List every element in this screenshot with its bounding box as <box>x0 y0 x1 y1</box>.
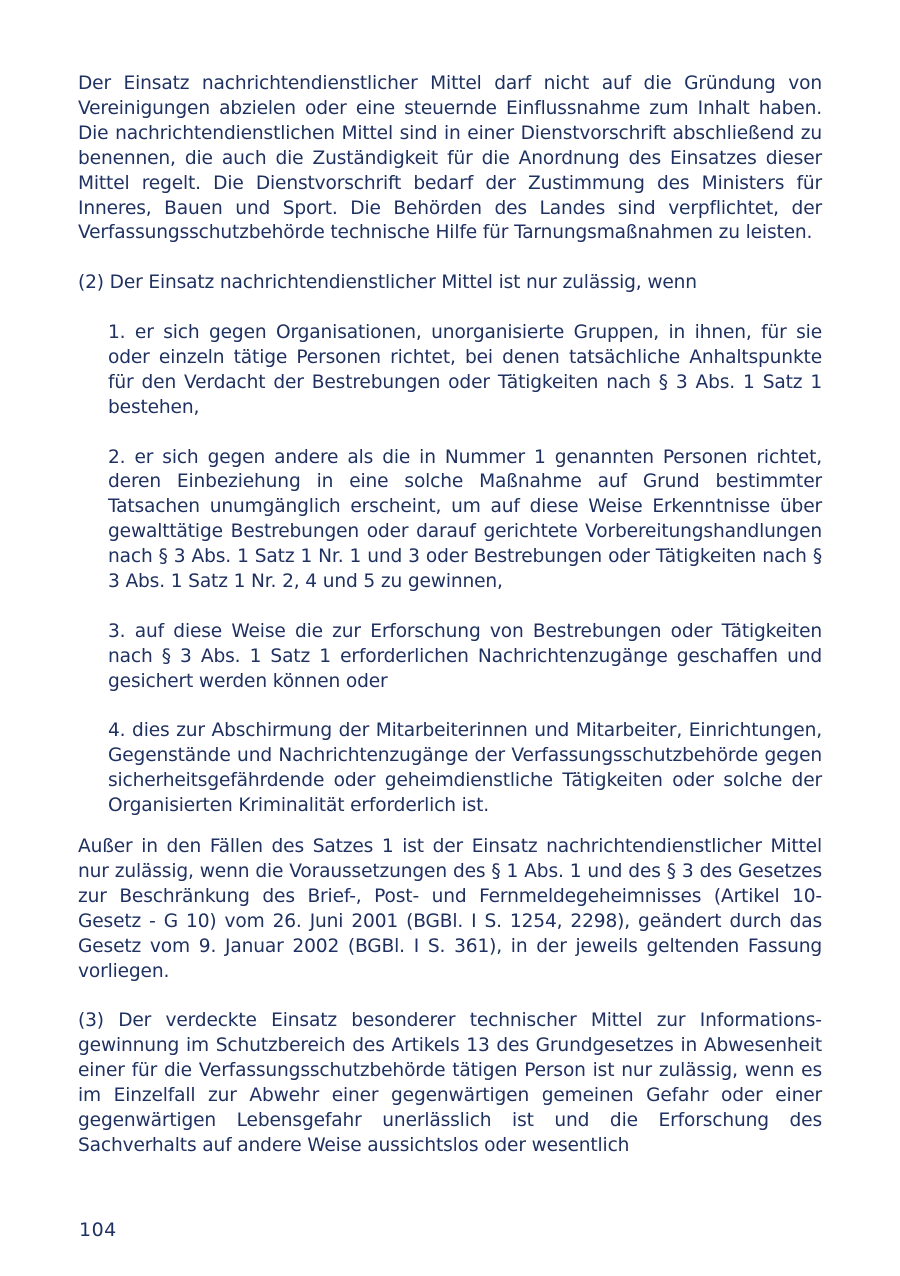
section-3-paragraph: (3) Der verdeckte Einsatz besonderer technischer Mittel zur Informationsgewinnung im Schutzbereich des Artikels 13 des Grundgesetzes in Abwesenheit einer für die Verfassungsschutzbehörde tätigen Person ist nur zulässig, wenn es im Einzelfall zur Abwehr einer gegenwärtigen gemeinen Gefahr oder einer gegenwärtigen Lebensgefahr unerlässlich ist und die Erforschung des Sachverhalts auf andere Weise aussichtslos oder wesentlich <box>78 1010 822 1156</box>
page-number: 104 <box>79 1219 117 1241</box>
intro-paragraph: Der Einsatz nachrichtendienstlicher Mittel darf nicht auf die Gründung von Vereinigungen abzielen oder eine steuernde Einflussnahme zum Inhalt haben. Die nachrichtendienstlichen Mittel sind in einer Dienstvorschrift abschließend zu benennen, die auch die Zuständigkeit für die Anordnung des Einsatzes dieser Mittel regelt. Die Dienstvorschrift bedarf der Zustimmung des Ministers für Inneres, Bauen und Sport. Die Behörden des Landes sind verpflichtet, der Verfassungsschutzbehörde technische Hilfe für Tarnungsmaßnahmen zu leisten. <box>78 73 822 244</box>
section-2-lead: (2) Der Einsatz nachrichtendienstlicher Mittel ist nur zulässig, wenn <box>78 272 697 294</box>
list-item: 1. er sich gegen Organisationen, unorganisierte Gruppen, in ihnen, für sie oder einzeln tätige Personen richtet, bei denen tatsächliche Anhaltspunkte für den Verdacht der Bestrebungen oder Tätigkeiten nach § 3 Abs. 1 Satz 1 bestehen, <box>108 322 822 418</box>
exception-paragraph: Außer in den Fällen des Satzes 1 ist der Einsatz nachrichtendienstlicher Mittel nur zulässig, wenn die Voraussetzungen des § 1 Abs. 1 und des § 3 des Gesetzes zur Beschränkung des Brief-, Post- und Fernmeldegeheimnisses (Artikel 10-Gesetz - G 10) vom 26. Juni 2001 (BGBl. I S. 1254, 2298), geändert durch das Gesetz vom 9. Januar 2002 (BGBl. I S. 361), in der jeweils geltenden Fassung vorliegen. <box>78 836 822 982</box>
document-body <box>78 72 822 1159</box>
list-item: 2. er sich gegen andere als die in Nummer 1 genannten Personen richtet, deren Einbeziehung in eine solche Maßnahme auf Grund bestimmter Tatsachen unumgänglich erscheint, um auf diese Weise Erkenntnisse über gewalttätige Bestrebungen oder darauf gerichtete Vorbereitungshandlungen nach § 3 Abs. 1 Satz 1 Nr. 1 und 3 oder Bestrebungen oder Tätigkeiten nach § 3 Abs. 1 Satz 1 Nr. 2, 4 und 5 zu gewinnen, <box>108 446 822 593</box>
list-item: 3. auf diese Weise die zur Erforschung von Bestrebungen oder Tätigkeiten nach § 3 Abs. 1 Satz 1 erforderlichen Nachrichtenzugänge geschaffen und gesichert werden können oder <box>108 620 822 692</box>
condition-list <box>78 321 822 819</box>
list-item: 4. dies zur Abschirmung der Mitarbeiterinnen und Mitarbeiter, Einrichtungen, Gegenstände und Nachrichtenzugänge der Verfassungsschutzbehörde gegen sicherheitsgefährdende oder geheimdienstliche Tätigkeiten oder solche der Organisierten Kriminalität erforderlich ist. <box>108 720 822 817</box>
